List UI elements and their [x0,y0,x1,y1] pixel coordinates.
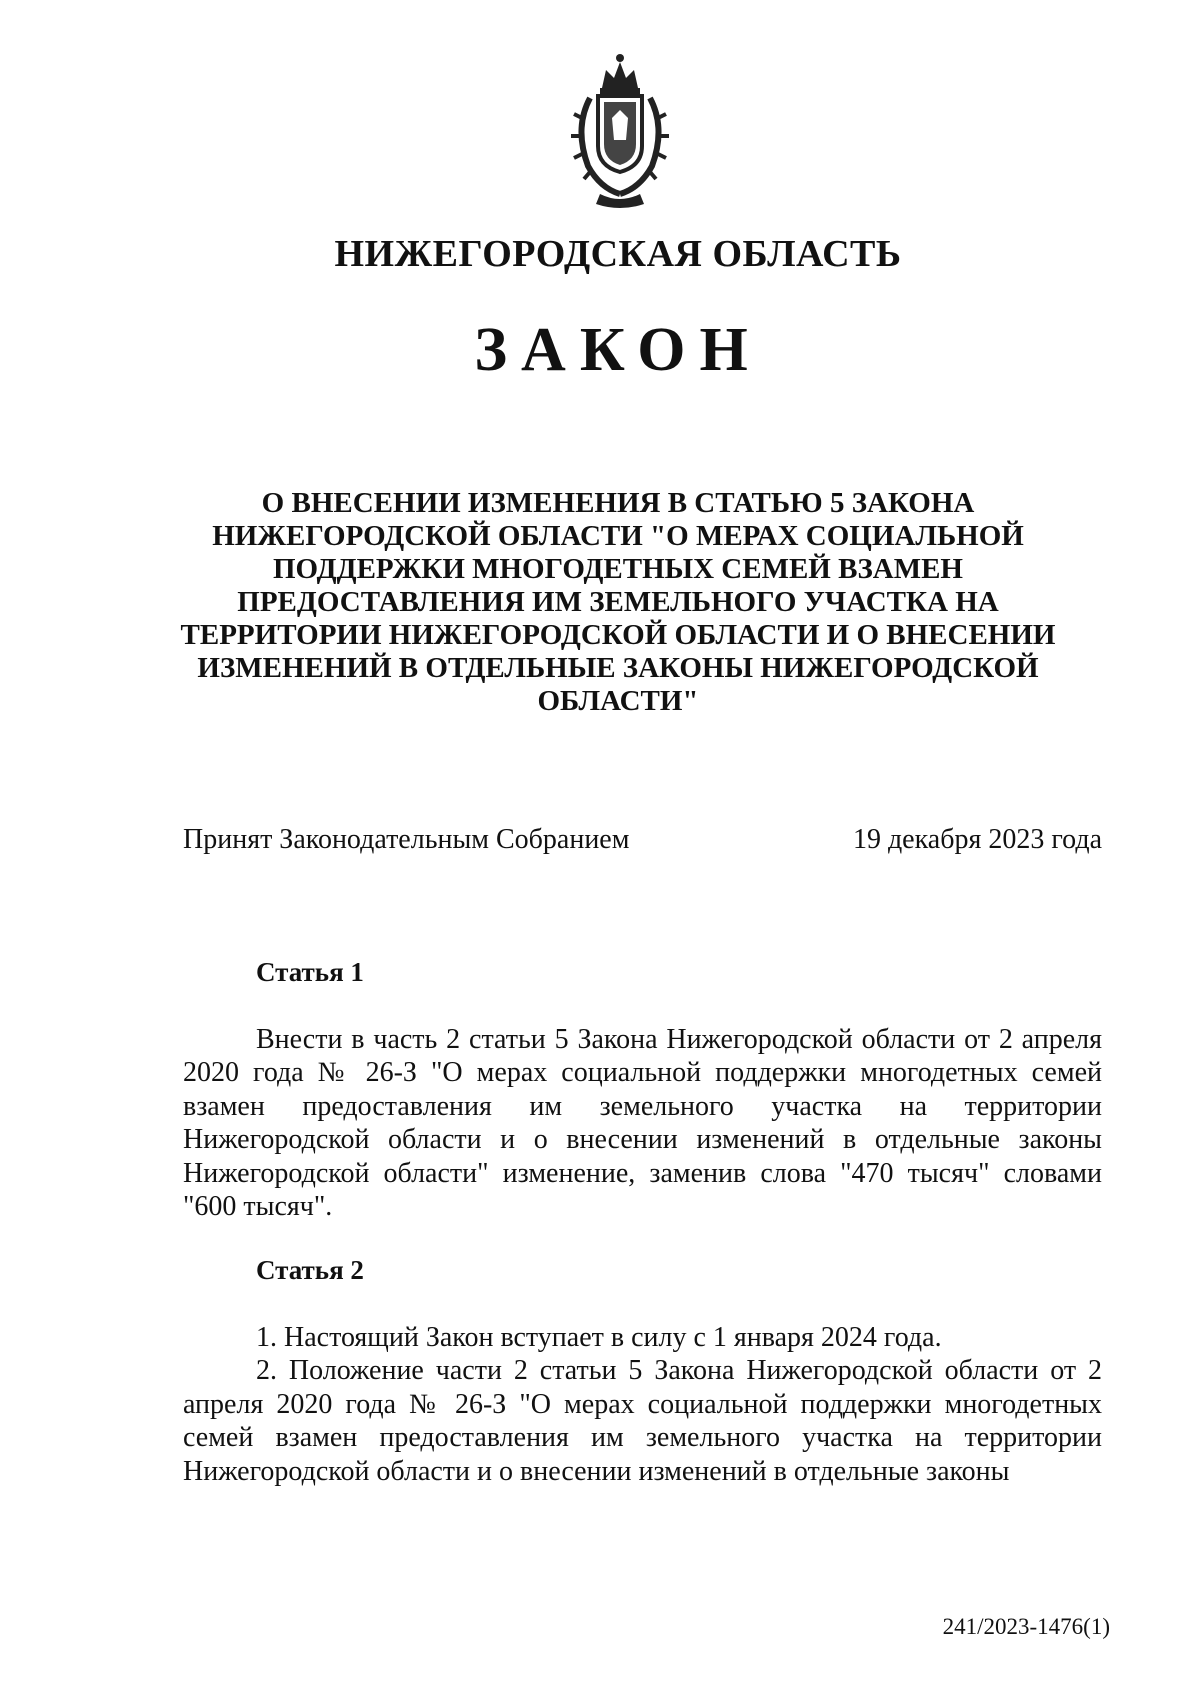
article-2-paragraph-1: 1. Настоящий Закон вступает в силу с 1 января 2024 года. [256,1322,942,1353]
law-title: О ВНЕСЕНИИ ИЗМЕНЕНИЯ В СТАТЬЮ 5 ЗАКОНА НИЖЕГОРОДСКОЙ ОБЛАСТИ "О МЕРАХ СОЦИАЛЬНОЙ ПОДДЕРЖКИ МНОГОДЕТНЫХ СЕМЕЙ ВЗАМЕН ПРЕДОСТАВЛЕНИЯ ИМ ЗЕМЕЛЬНОГО УЧАСТКА НА ТЕРРИТОРИИ НИЖЕГОРОДСКОЙ ОБЛАСТИ И О ВНЕСЕНИИ ИЗМЕНЕНИЙ В ОТДЕЛЬНЫЕ ЗАКОНЫ НИЖЕГОРОДСКОЙ ОБЛАСТИ" [180,487,1056,717]
adoption-date: 19 декабря 2023 года [852,824,1102,855]
document-code: 241/2023-1476(1) [942,1614,1110,1639]
article-2-text [183,1321,1102,1488]
article-1-paragraph-1: Внести в часть 2 статьи 5 Закона Нижегородской области от 2 апреля 2020 года № 26-З "О мерах социальной поддержки многодетных семей взамен предоставления им земельного участка на территории Нижегородской области и о внесении изменений в отдельные законы Нижегородской области" изменение, заменив слова "470 тысяч" словами "600 тысяч". [183,1024,1102,1223]
article-1-text [183,1023,1102,1223]
document-type: ЗАКОН [474,316,762,384]
adoption-label: Принят Законодательным Собранием [183,824,630,855]
article-2-paragraph-2: 2. Положение части 2 статьи 5 Закона Нижегородской области от 2 апреля 2020 года № 26-З "О мерах социальной поддержки многодетных семей взамен предоставления им земельного участка на территории Нижегородской области и о внесении изменений в отдельные законы [183,1355,1102,1487]
article-2-heading: Статья 2 [256,1255,364,1285]
adoption-line [183,824,1102,856]
region-name: НИЖЕГОРОДСКАЯ ОБЛАСТЬ [334,233,902,275]
coat-of-arms-icon [560,48,680,208]
article-1-heading: Статья 1 [256,957,364,987]
